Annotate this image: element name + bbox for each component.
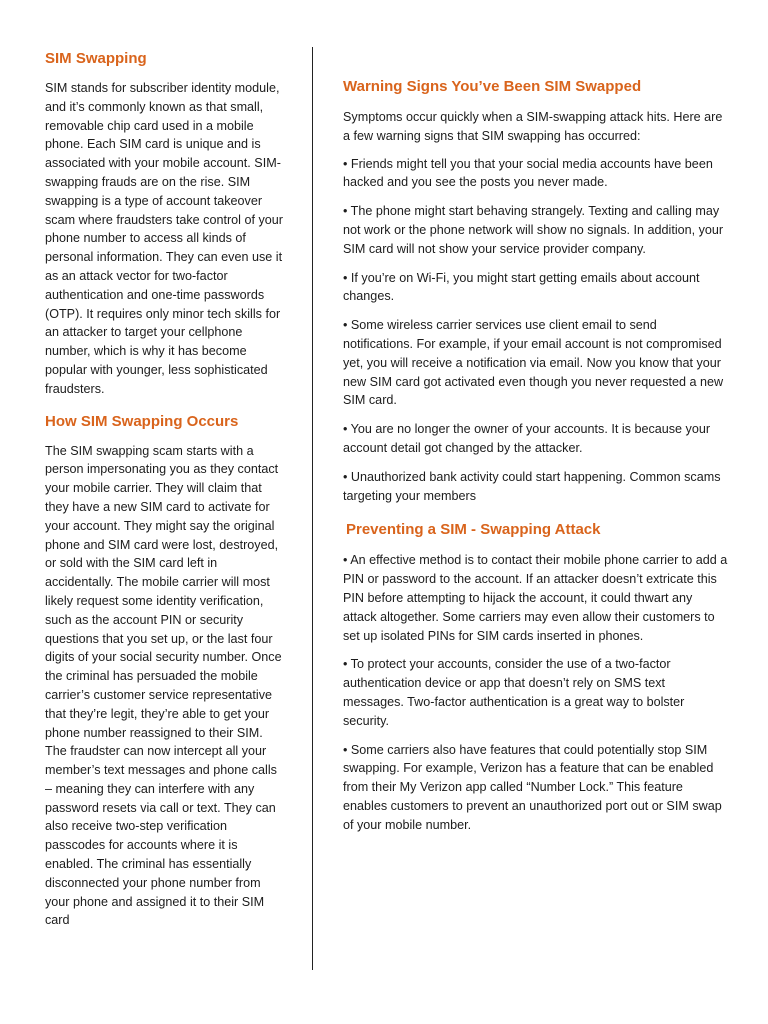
warning-bullet: • If you’re on Wi-Fi, you might start getting emails about account changes. xyxy=(343,270,700,304)
prevention-bullet: • To protect your accounts, consider the use of a two-factor authentication device or app that doesn’t rely on SMS text messages. Two-factor authentication is a great way to bolster security. xyxy=(343,657,685,728)
warning-bullet: • Unauthorized bank activity could start happening. Common scams targeting your members xyxy=(343,469,721,503)
heading-warning-signs: Warning Signs You’ve Been SIM Swapped xyxy=(343,78,642,95)
heading-preventing-attack: Preventing a SIM - Swapping Attack xyxy=(346,521,601,539)
heading-how-sim-swapping-occurs: How SIM Swapping Occurs xyxy=(45,412,239,430)
warning-bullet: • The phone might start behaving strangely. Texting and calling may not work or the phone network will show no signals. In addition, your SIM card will not show your service provider company. xyxy=(343,204,724,256)
warning-bullet: • Some wireless carrier services use client email to send notifications. For example, if your email account is not compromised yet, you will receive a notification via email. Now you know that your new SIM card got activated even though you never requested a new SIM card. xyxy=(343,318,724,408)
prevention-bullet: • Some carriers also have features that could potentially stop SIM swapping. For example, Verizon has a feature that can be enabled from their My Verizon app called “Number Lock.” This feature enables customers to prevent an unauthorized port out or SIM swap of your mobile number. xyxy=(343,742,722,832)
left-column xyxy=(45,48,283,930)
paragraph-how-sim-swapping-occurs: The SIM swapping scam starts with a person impersonating you as they contact your mobile carrier. They will claim that they have a new SIM card to activate for your account. They might say the original phone and SIM card were lost, destroyed, or sold with the SIM card left in accidentally. The mobile carrier will most likely request some identity verification, such as the account PIN or security questions that you set up, or the last four digits of your social security number. Once the criminal has persuaded the mobile carrier’s customer service representative that they’re legit, they’re able to get your phone number reassigned to their SIM. The fraudster can now intercept all your member’s text messages and phone calls – meaning they can interfere with any password resets via call or text. They can also receive two-step verification passcodes for accounts where it is enabled. The criminal has essentially disconnected your phone number from your phone and assigned it to their SIM card xyxy=(45,443,282,928)
warning-bullet: • Friends might tell you that your social media accounts have been hacked and you see the posts you never made. xyxy=(343,156,713,190)
warning-bullet: • You are no longer the owner of your accounts. It is because your account detail got changed by the attacker. xyxy=(343,422,711,455)
heading-sim-swapping: SIM Swapping xyxy=(45,50,147,67)
column-divider xyxy=(312,47,313,970)
prevention-bullet: • An effective method is to contact their mobile phone carrier to add a PIN or password to the account. If an attacker doesn’t extricate this PIN before attempting to hijack the account, it could thwart any attack altogether. Some carriers may even allow their customers to set up isolated PINs for SIM cards inserted in phones. xyxy=(343,553,728,643)
right-column xyxy=(343,76,728,845)
paragraph-sim-swapping: SIM stands for subscriber identity module, and it’s commonly known as that small, removable chip card used in a mobile phone. Each SIM card is unique and is associated with your mobile account. SIM-swapping frauds are on the rise. SIM swapping is a type of account takeover scam where fraudsters take control of your phone number to access all kinds of personal information. They can even use it as an attack vector for two-factor authentication and one-time passwords (OTP). It requires only minor tech skills for an attacker to target your cellphone number, which is why it has become popular with younger, less sophisticated fraudsters. xyxy=(45,81,283,396)
paragraph-warning-intro: Symptoms occur quickly when a SIM-swapping attack hits. Here are a few warning signs that SIM swapping has occurred: xyxy=(343,110,723,143)
